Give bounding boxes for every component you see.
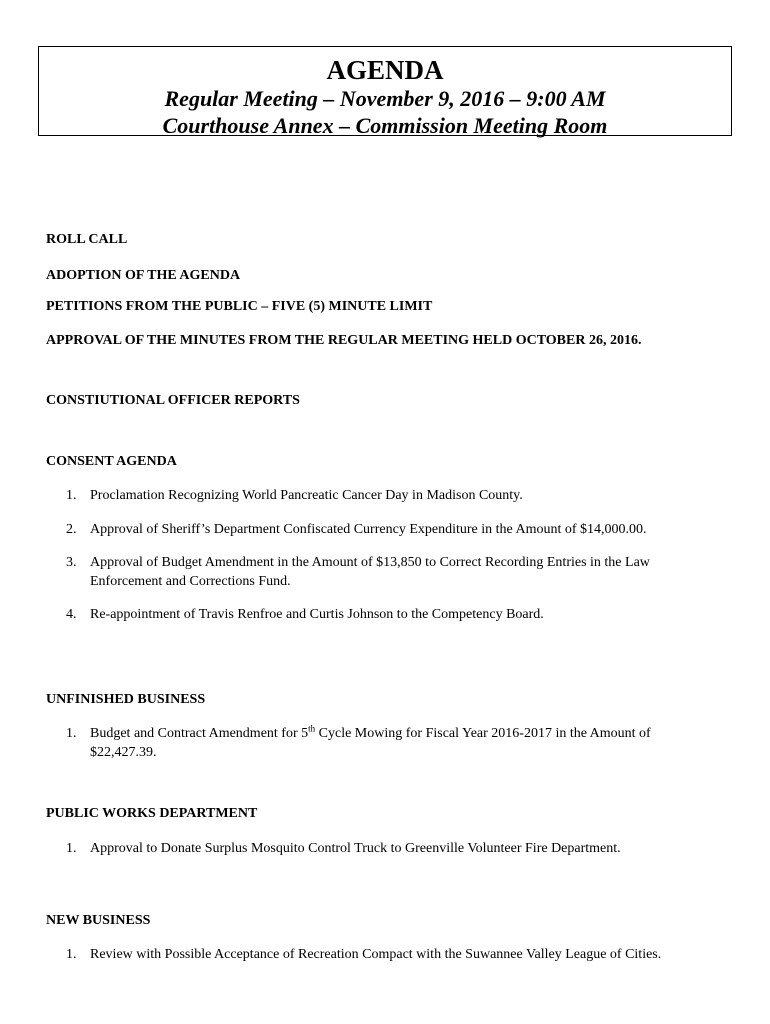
item-text: Proclamation Recognizing World Pancreatic Cancer Day in Madison County. — [90, 488, 523, 503]
list-item — [66, 520, 706, 539]
item-number: 3. — [66, 555, 77, 570]
item-text: Approval to Donate Surplus Mosquito Control Truck to Greenville Volunteer Fire Department. — [90, 841, 621, 856]
item-number: 1. — [66, 841, 77, 856]
adoption-heading: ADOPTION OF THE AGENDA — [46, 268, 241, 283]
meeting-location-line: Courthouse Annex – Commission Meeting Room — [162, 113, 608, 138]
item-text — [90, 724, 706, 762]
meeting-date-line: Regular Meeting – November 9, 2016 – 9:00 AM — [164, 86, 606, 111]
petitions-heading: PETITIONS FROM THE PUBLIC – FIVE (5) MINUTE LIMIT — [46, 299, 433, 314]
new-business-heading: NEW BUSINESS — [46, 913, 151, 928]
consent-agenda-heading: CONSENT AGENDA — [46, 454, 177, 469]
item-number: 1. — [66, 947, 77, 962]
item-text: Review with Possible Acceptance of Recreation Compact with the Suwannee Valley League of Cities. — [90, 947, 662, 962]
item-text: Approval of Budget Amendment in the Amount of $13,850 to Correct Recording Entries in the Law Enforcement and Corrections Fund. — [90, 555, 650, 589]
constitutional-heading: CONSTIUTIONAL OFFICER REPORTS — [46, 393, 300, 408]
list-item — [66, 945, 706, 964]
list-item — [66, 486, 706, 505]
list-item — [66, 553, 706, 591]
public-works-heading: PUBLIC WORKS DEPARTMENT — [46, 806, 258, 821]
item-text-part: Budget and Contract Amendment for 5 — [90, 726, 309, 741]
item-number: 2. — [66, 522, 77, 537]
roll-call-heading: ROLL CALL — [46, 232, 128, 247]
item-text: Re-appointment of Travis Renfroe and Curtis Johnson to the Competency Board. — [90, 607, 544, 622]
item-text-part: Cycle Mowing for Fiscal Year 2016-2017 in the Amount of $22,427.39. — [90, 726, 651, 760]
agenda-header-box — [38, 46, 732, 136]
item-number: 1. — [66, 488, 77, 503]
agenda-title: AGENDA — [326, 55, 444, 85]
list-item — [66, 839, 706, 858]
unfinished-business-heading: UNFINISHED BUSINESS — [46, 692, 206, 707]
list-item — [66, 724, 706, 762]
item-number: 1. — [66, 726, 77, 741]
item-number: 4. — [66, 607, 77, 622]
item-text: Approval of Sheriff’s Department Confiscated Currency Expenditure in the Amount of $14,000.00. — [90, 522, 647, 537]
ordinal-suffix: th — [308, 723, 316, 734]
minutes-heading: APPROVAL OF THE MINUTES FROM THE REGULAR MEETING HELD OCTOBER 26, 2016. — [46, 333, 642, 348]
list-item — [66, 605, 706, 624]
